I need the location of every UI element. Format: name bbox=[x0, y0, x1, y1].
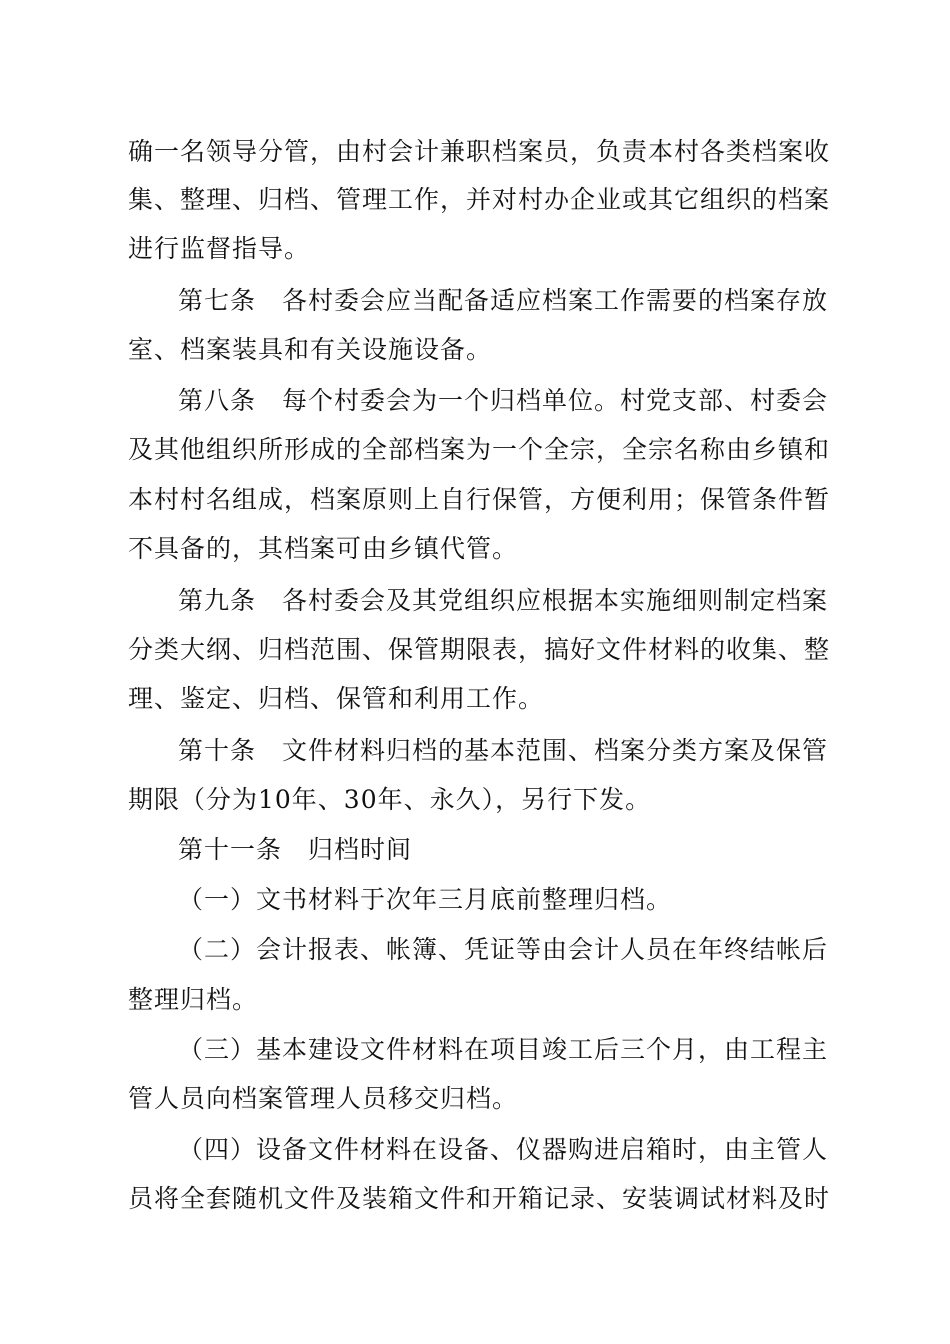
text-line: 不具备的，其档案可由乡镇代管。 bbox=[128, 534, 519, 563]
article-7-line: 第七条 各村委会应当配备适应档案工作需要的档案存放 bbox=[178, 286, 829, 315]
text-line: 室、档案装具和有关设施设备。 bbox=[128, 335, 493, 364]
article-10-line: 第十条 文件材料归档的基本范围、档案分类方案及保管 bbox=[178, 736, 829, 765]
text-line: 进行监督指导。 bbox=[128, 234, 311, 263]
item-2-line: （二）会计报表、帐簿、凭证等由会计人员在年终结帐后 bbox=[178, 935, 829, 964]
text-line: 期限（分为10年、30年、永久），另行下发。 bbox=[128, 785, 652, 814]
text-line: 本村村名组成，档案原则上自行保管，方便利用；保管条件暂 bbox=[128, 485, 831, 514]
text-line: 及其他组织所形成的全部档案为一个全宗，全宗名称由乡镇和 bbox=[128, 435, 831, 464]
text-line: 管人员向档案管理人员移交归档。 bbox=[128, 1084, 519, 1113]
item-1-line: （一）文书材料于次年三月底前整理归档。 bbox=[178, 885, 673, 914]
text-line: 确一名领导分管，由村会计兼职档案员，负责本村各类档案收 bbox=[128, 137, 831, 166]
text-line: 理、鉴定、归档、保管和利用工作。 bbox=[128, 684, 545, 713]
text-line: 整理归档。 bbox=[128, 985, 259, 1014]
item-3-line: （三）基本建设文件材料在项目竣工后三个月，由工程主 bbox=[178, 1035, 829, 1064]
text-line: 分类大纲、归档范围、保管期限表，搞好文件材料的收集、整 bbox=[128, 635, 831, 664]
article-8-line: 第八条 每个村委会为一个归档单位。村党支部、村委会 bbox=[178, 386, 829, 415]
text-line: 员将全套随机文件及装箱文件和开箱记录、安装调试材料及时 bbox=[128, 1184, 831, 1213]
text-line: 集、整理、归档、管理工作，并对村办企业或其它组织的档案 bbox=[128, 185, 831, 214]
article-11-heading: 第十一条 归档时间 bbox=[178, 835, 413, 864]
article-9-line: 第九条 各村委会及其党组织应根据本实施细则制定档案 bbox=[178, 586, 829, 615]
item-4-line: （四）设备文件材料在设备、仪器购进启箱时，由主管人 bbox=[178, 1135, 829, 1164]
